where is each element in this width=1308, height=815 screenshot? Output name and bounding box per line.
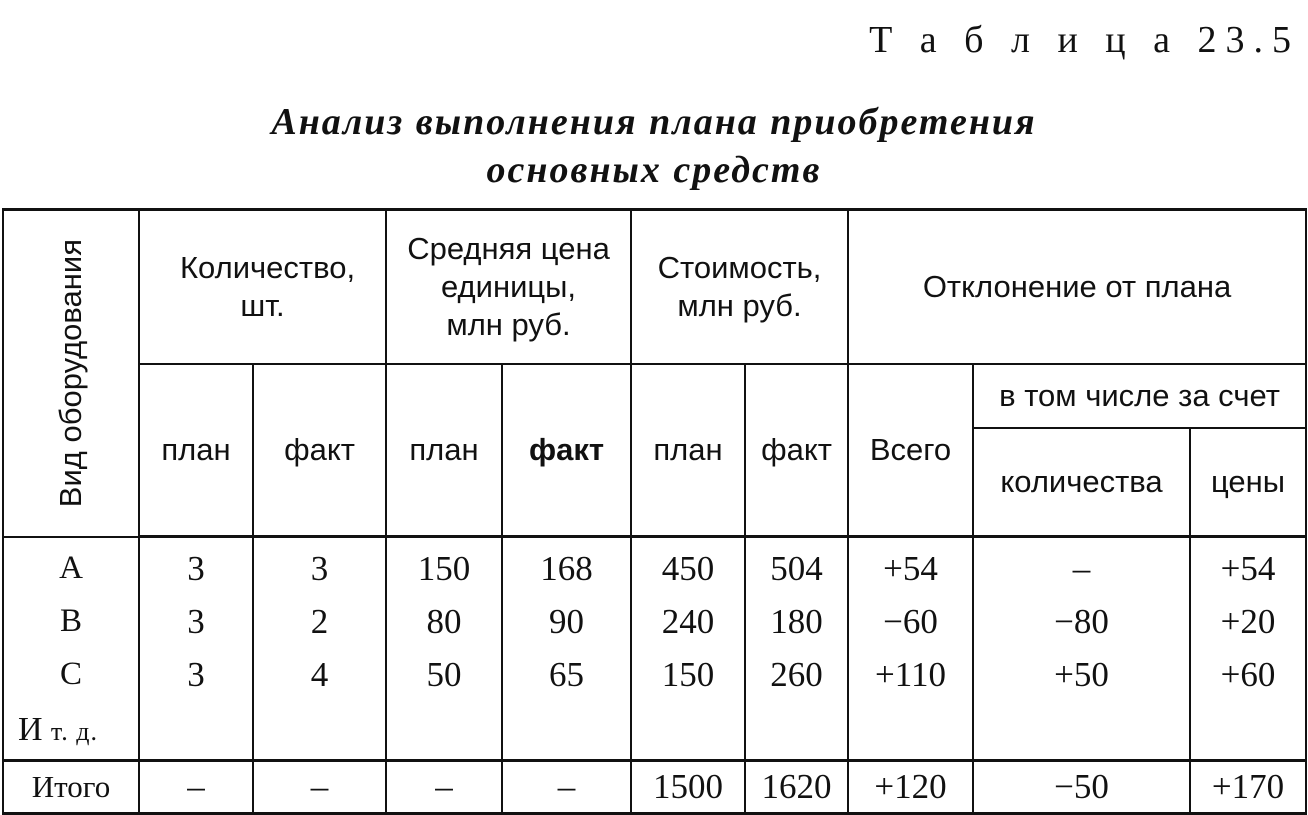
header-price-plan: план (386, 364, 502, 537)
empty-cell (253, 701, 386, 761)
empty-cell (1190, 701, 1306, 761)
header-deviation (848, 210, 1306, 365)
cell-dev-qty: −80 (973, 595, 1190, 648)
total-price-fact: – (502, 761, 631, 814)
total-row (3, 761, 1306, 814)
header-price-fact: факт (502, 364, 631, 537)
empty-cell (139, 701, 253, 761)
table-number: Т а б л и ц а 23.5 (869, 19, 1300, 61)
cell-price-plan: 80 (386, 595, 502, 648)
table-row (3, 648, 1306, 701)
header-avg-price-line-3: млн руб. (446, 307, 571, 342)
header-cost-line-1: Стоимость, (657, 250, 822, 285)
empty-cell (386, 701, 502, 761)
cell-price-plan: 50 (386, 648, 502, 701)
header-avg-price (386, 210, 631, 365)
cell-cost-fact: 180 (745, 595, 848, 648)
cell-dev-total: +110 (848, 648, 973, 701)
cell-price-fact: 168 (502, 537, 631, 596)
cell-dev-total: +54 (848, 537, 973, 596)
header-qty-plan: план (139, 364, 253, 537)
etc-label-small: т. д. (50, 717, 98, 746)
cell-dev-total: −60 (848, 595, 973, 648)
table-row (3, 595, 1306, 648)
header-avg-price-line-2: единицы, (440, 269, 577, 304)
etc-label (3, 701, 139, 761)
cell-cost-fact: 260 (745, 648, 848, 701)
cell-cost-plan: 150 (631, 648, 745, 701)
empty-cell (502, 701, 631, 761)
table-title-line-1: Анализ выполнения плана приобретения (271, 101, 1037, 143)
header-row-middle (3, 364, 1306, 428)
header-cost-plan: план (631, 364, 745, 537)
cell-price-plan: 150 (386, 537, 502, 596)
total-cost-fact: 1620 (745, 761, 848, 814)
header-by-price: цены (1190, 428, 1306, 537)
header-by-quantity: количества (973, 428, 1190, 537)
table-row (3, 537, 1306, 596)
cell-qty-plan: 3 (139, 537, 253, 596)
row-name: A (3, 537, 139, 596)
header-equipment-label: Вид оборудования (53, 239, 88, 508)
total-qty-plan: – (139, 761, 253, 814)
cell-qty-fact: 2 (253, 595, 386, 648)
header-row-top (3, 210, 1306, 365)
header-including: в том числе за счет (973, 364, 1306, 428)
cell-price-fact: 90 (502, 595, 631, 648)
header-cost-line-2: млн руб. (677, 288, 802, 323)
cell-dev-qty: – (973, 537, 1190, 596)
cell-price-fact: 65 (502, 648, 631, 701)
cell-cost-plan: 240 (631, 595, 745, 648)
row-name: B (3, 595, 139, 648)
empty-cell (745, 701, 848, 761)
total-dev-qty: −50 (973, 761, 1190, 814)
total-qty-fact: – (253, 761, 386, 814)
cell-qty-plan: 3 (139, 595, 253, 648)
header-deviation-total: Всего (848, 364, 973, 537)
cell-qty-fact: 3 (253, 537, 386, 596)
empty-cell (631, 701, 745, 761)
cell-qty-fact: 4 (253, 648, 386, 701)
header-cost-fact: факт (745, 364, 848, 537)
total-price-plan: – (386, 761, 502, 814)
total-label: Итого (3, 761, 139, 814)
cell-dev-qty: +50 (973, 648, 1190, 701)
empty-cell (848, 701, 973, 761)
total-cost-plan: 1500 (631, 761, 745, 814)
table-title-line-2: основных средств (486, 149, 822, 191)
cell-cost-fact: 504 (745, 537, 848, 596)
cell-qty-plan: 3 (139, 648, 253, 701)
total-dev-price: +170 (1190, 761, 1306, 814)
header-avg-price-line-1: Средняя цена (407, 231, 610, 266)
header-equipment-type (3, 210, 139, 537)
header-quantity (139, 210, 386, 365)
etc-label-big: И (18, 711, 43, 748)
header-deviation-label: Отклонение от плана (922, 269, 1232, 304)
row-name: C (3, 648, 139, 701)
header-cost (631, 210, 848, 365)
header-qty-fact: факт (253, 364, 386, 537)
cell-dev-price: +60 (1190, 648, 1306, 701)
header-quantity-label: Количество, шт. (180, 250, 356, 323)
total-dev-total: +120 (848, 761, 973, 814)
cell-cost-plan: 450 (631, 537, 745, 596)
cell-dev-price: +20 (1190, 595, 1306, 648)
empty-cell (973, 701, 1190, 761)
analysis-table (2, 208, 1307, 815)
etc-row (3, 701, 1306, 761)
cell-dev-price: +54 (1190, 537, 1306, 596)
